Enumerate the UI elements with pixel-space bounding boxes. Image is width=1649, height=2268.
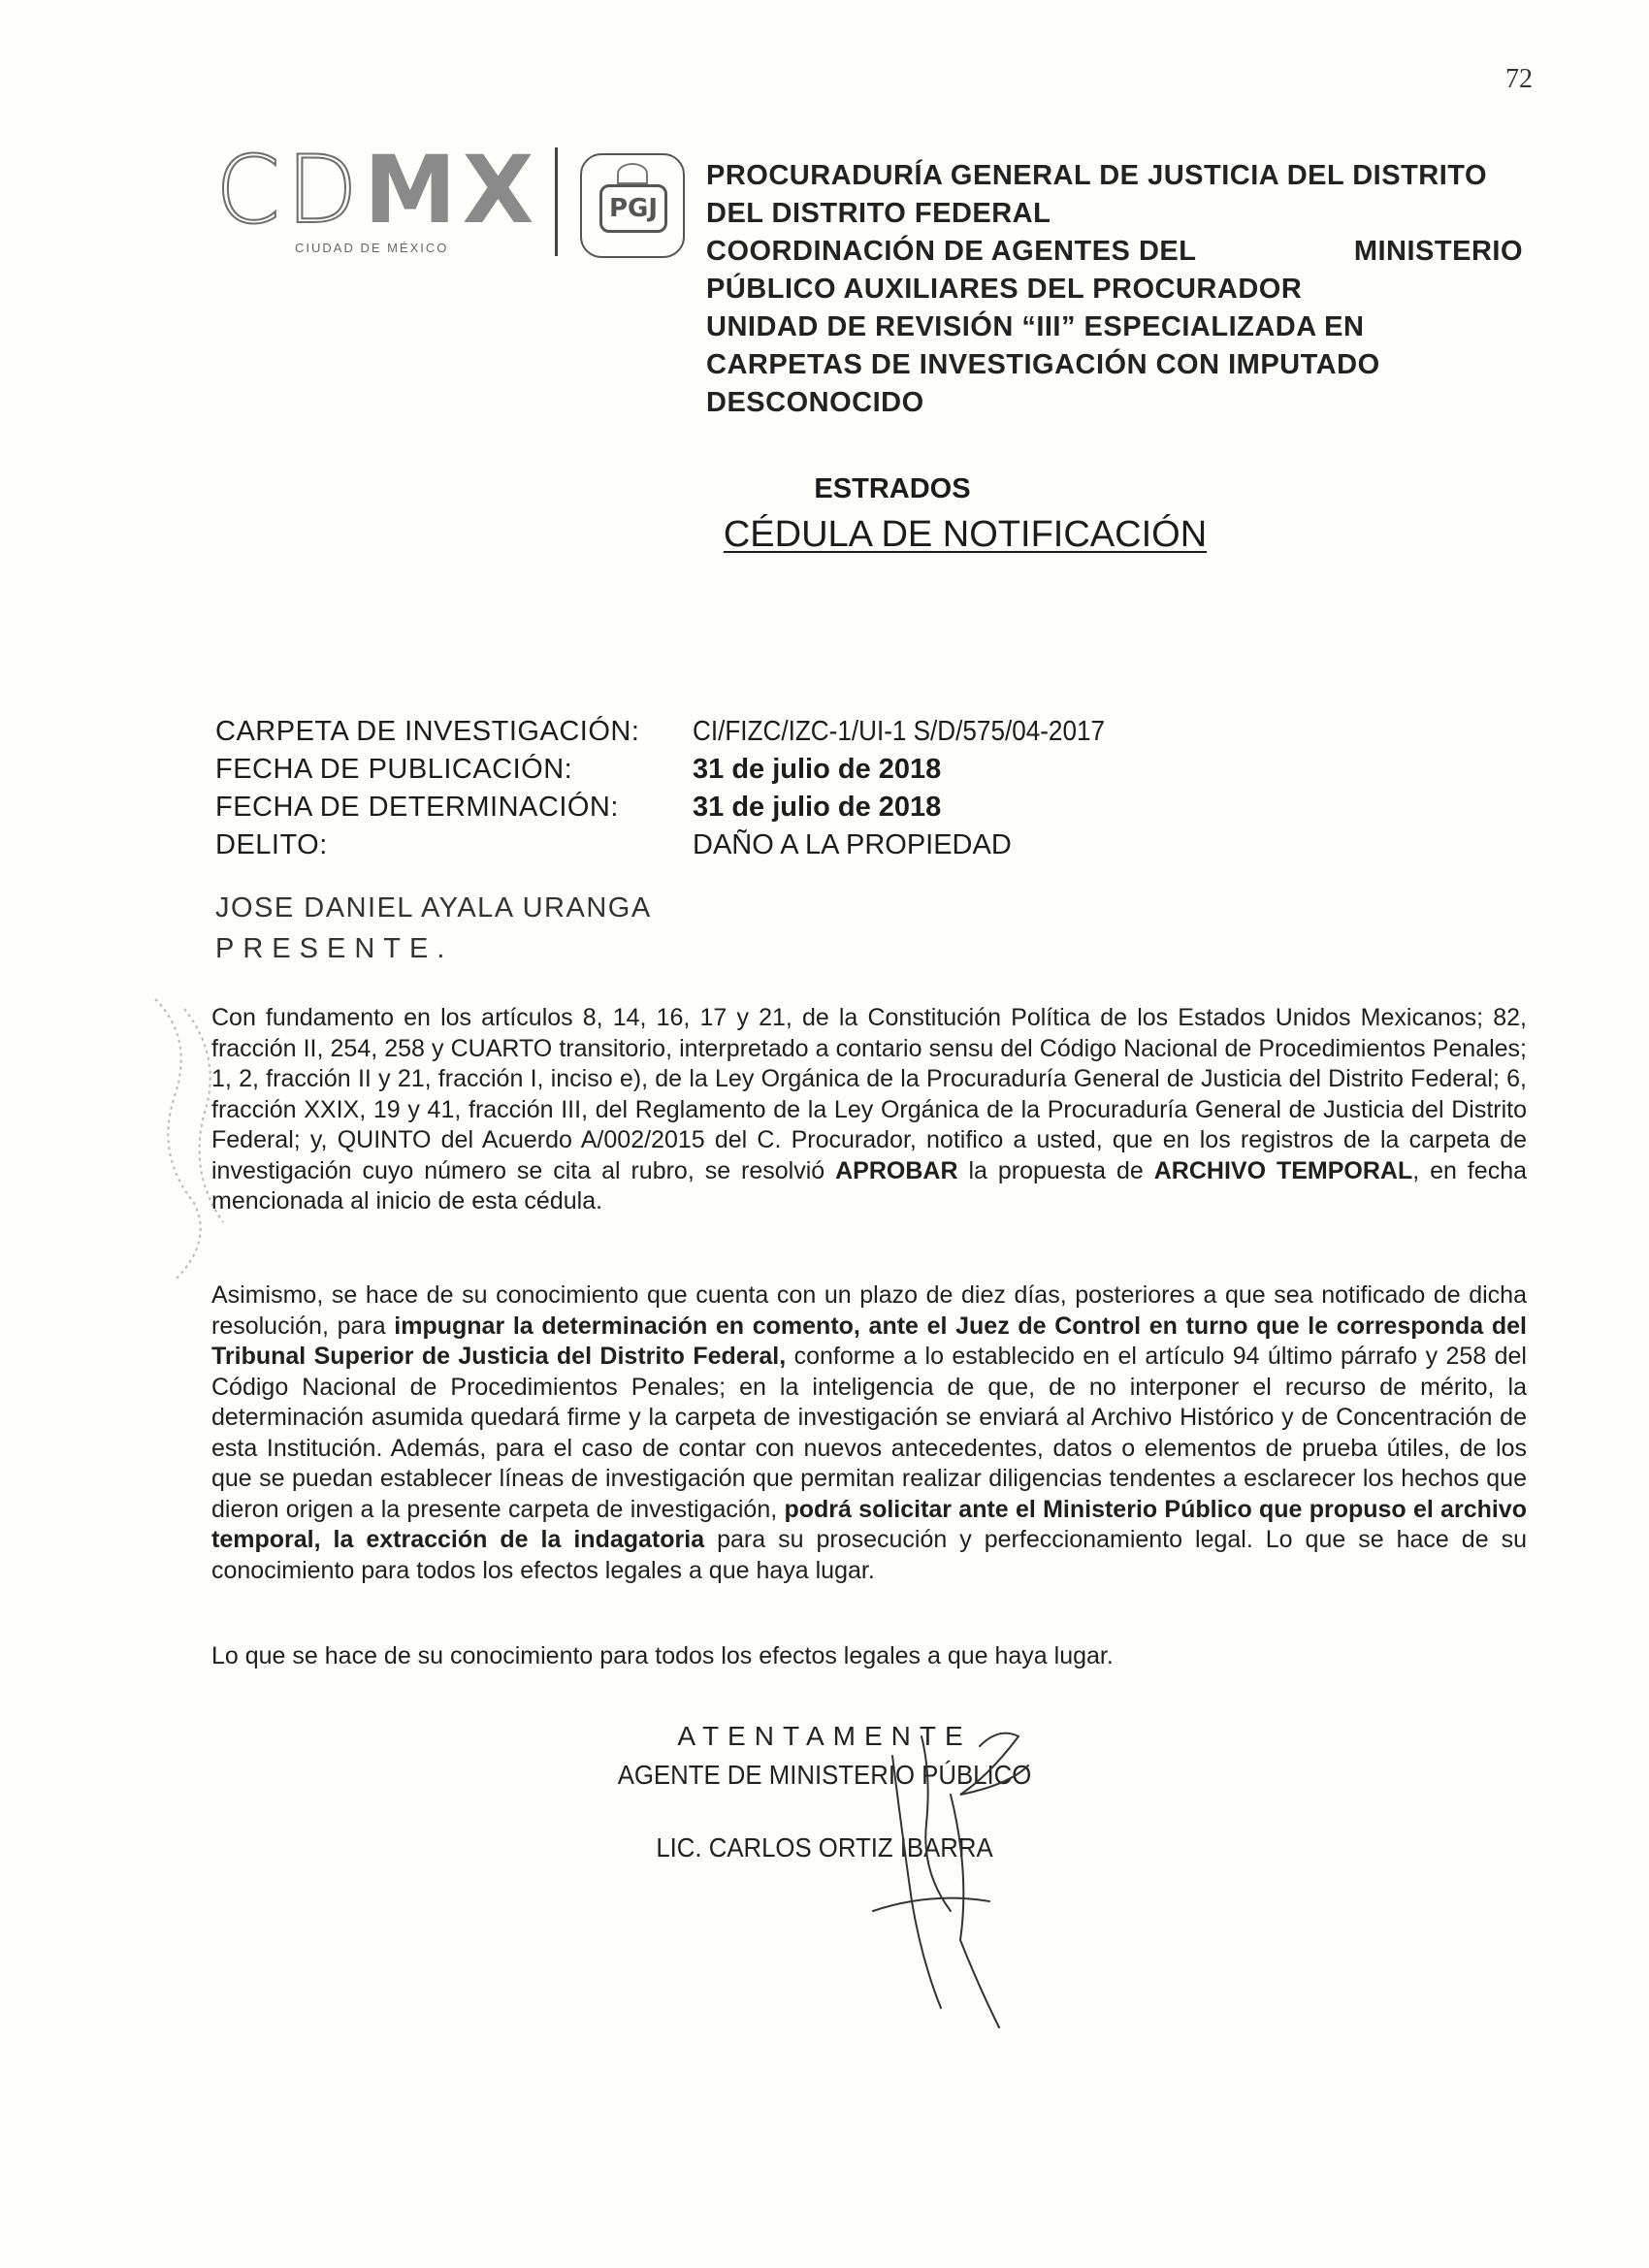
paragraph-2-solicitar: podrá solicitar ante el Ministerio Público que propuso el archivo temporal, la extracción de la indagatoria [211, 1495, 1527, 1553]
determinacion-label: FECHA DE DETERMINACIÓN: [215, 792, 619, 823]
case-info-row [215, 789, 1379, 826]
header-line-3 [706, 233, 1523, 271]
signature-atentamente: ATENTAMENTE [677, 1721, 972, 1751]
paragraph-1-aprobar: APROBAR [835, 1156, 958, 1184]
carpeta-value: CI/FIZC/IZC-1/UI-1 S/D/575/04-2017 [693, 716, 1105, 747]
cdmx-logo-cd: CD [215, 136, 364, 244]
paragraph-1-archivo: ARCHIVO TEMPORAL [1153, 1156, 1413, 1184]
paragraph-1-text: la propuesta de [957, 1156, 1154, 1184]
header-line-6: CARPETAS DE INVESTIGACIÓN CON IMPUTADO [706, 349, 1380, 380]
case-info [215, 713, 1379, 864]
delito-value: DAÑO A LA PROPIEDAD [693, 829, 1012, 860]
document-title [0, 514, 1649, 556]
header-line-2: DEL DISTRITO FEDERAL [706, 198, 1051, 229]
publicacion-label: FECHA DE PUBLICACIÓN: [215, 754, 573, 785]
delito-label: DELITO: [215, 829, 328, 860]
paragraph-2-text: para su prosecución y perfeccionamiento legal. Lo que se hace de su conocimiento para todos los efectos legales a que haya lugar. [211, 1526, 1527, 1584]
pgj-logo [580, 153, 685, 258]
paragraph-1 [211, 1003, 1527, 1217]
addressee [215, 892, 652, 974]
header-line-7: DESCONOCIDO [706, 387, 924, 418]
paragraph-3: Lo que se hace de su conocimiento para todos los efectos legales a que haya lugar. [211, 1642, 1114, 1669]
cdmx-logo-mx: MX [363, 136, 540, 244]
signature-name: LIC. CARLOS ORTIZ IBARRA [656, 1832, 993, 1863]
document-title-text: CÉDULA DE NOTIFICACIÓN [723, 514, 1208, 555]
paragraph-1-text: , en fecha mencionada al inicio de esta cédula. [211, 1156, 1528, 1215]
paragraph-2-text: conforme a lo establecido en el artículo 94 último párrafo y 258 del Código Nacional de Procedimientos Penales; en la inteligencia de que, de no interponer el recurso de mérito, la determinación asumida quedará firme y la carpeta de investigación se enviará al Archivo Histórico y de Concentración de esta Institución. Además, para el caso de contar con nuevos antecedentes, datos o elementos de prueba útiles, de los que se puedan establecer líneas de investigación que permitan realizar diligencias tendentes a esclarecer los hechos que dieron origen a la presente carpeta de investigación, [211, 1343, 1527, 1523]
paragraph-2 [211, 1280, 1527, 1586]
publicacion-value: 31 de julio de 2018 [693, 754, 942, 785]
paragraph-2-text: Asimismo, se hace de su conocimiento que cuenta con un plazo de diez días, posteriores a que sea notificado de dicha resolución, para [211, 1281, 1527, 1340]
logo-divider [555, 147, 558, 256]
pgj-logo-text: PGJ [599, 184, 667, 233]
cdmx-logo [215, 136, 540, 255]
header-line-5: UNIDAD DE REVISIÓN “III” ESPECIALIZADA EN [706, 311, 1365, 342]
case-info-row [215, 751, 1379, 789]
determinacion-value: 31 de julio de 2018 [693, 792, 942, 823]
paragraph-2-impugnar: impugnar la determinación en comento, ante el Juez de Control en turno que le corresponda del Tribunal Superior de Justicia del Distrito Federal, [211, 1312, 1528, 1370]
paragraph-1-text: Con fundamento en los artículos 8, 14, 16, 17 y 21, de la Constitución Política de los Estados Unidos Mexicanos; 82, fracción II, 254, 258 y CUARTO transitorio, interpretado a contario sensu del Código Nacional de Procedimientos Penales; 1, 2, fracción II y 21, fracción I, inciso e), de la Ley Orgánica de la Procuraduría General de Justicia del Distrito Federal; 6, fracción XXIX, 19 y 41, fracción III, del Reglamento de la Ley Orgánica de la Procuraduría General de Justicia del Distrito Federal; y, QUINTO del Acuerdo A/002/2015 del C. Procurador, notifico a usted, que en los registros de la carpeta de investigación cuyo número se cita al rubro, se resolvió [211, 1004, 1527, 1184]
estrados-heading: ESTRADOS [814, 473, 971, 504]
institution-header [706, 157, 1531, 422]
header-coordination: COORDINACIÓN DE AGENTES DEL [706, 236, 1197, 267]
case-info-row [215, 713, 1379, 751]
addressee-name: JOSE DANIEL AYALA URANGA [215, 892, 652, 923]
addressee-presente: PRESENTE. [215, 933, 454, 964]
pgj-logo-arch [617, 163, 648, 184]
header-ministerio: MINISTERIO [1353, 236, 1523, 267]
signature-role: AGENTE DE MINISTERIO PÚBLICO [617, 1760, 1032, 1790]
cdmx-logo-subtitle: CIUDAD DE MÉXICO [295, 241, 449, 255]
cdmx-logo-word [215, 136, 540, 244]
page-number: 72 [1505, 64, 1533, 94]
case-info-row [215, 826, 1379, 864]
header-line-4: PÚBLICO AUXILIARES DEL PROCURADOR [706, 274, 1303, 305]
header-line-1: PROCURADURÍA GENERAL DE JUSTICIA DEL DISTRITO [706, 160, 1488, 191]
carpeta-label: CARPETA DE INVESTIGACIÓN: [215, 716, 640, 747]
handwritten-signature [834, 1717, 1086, 2037]
